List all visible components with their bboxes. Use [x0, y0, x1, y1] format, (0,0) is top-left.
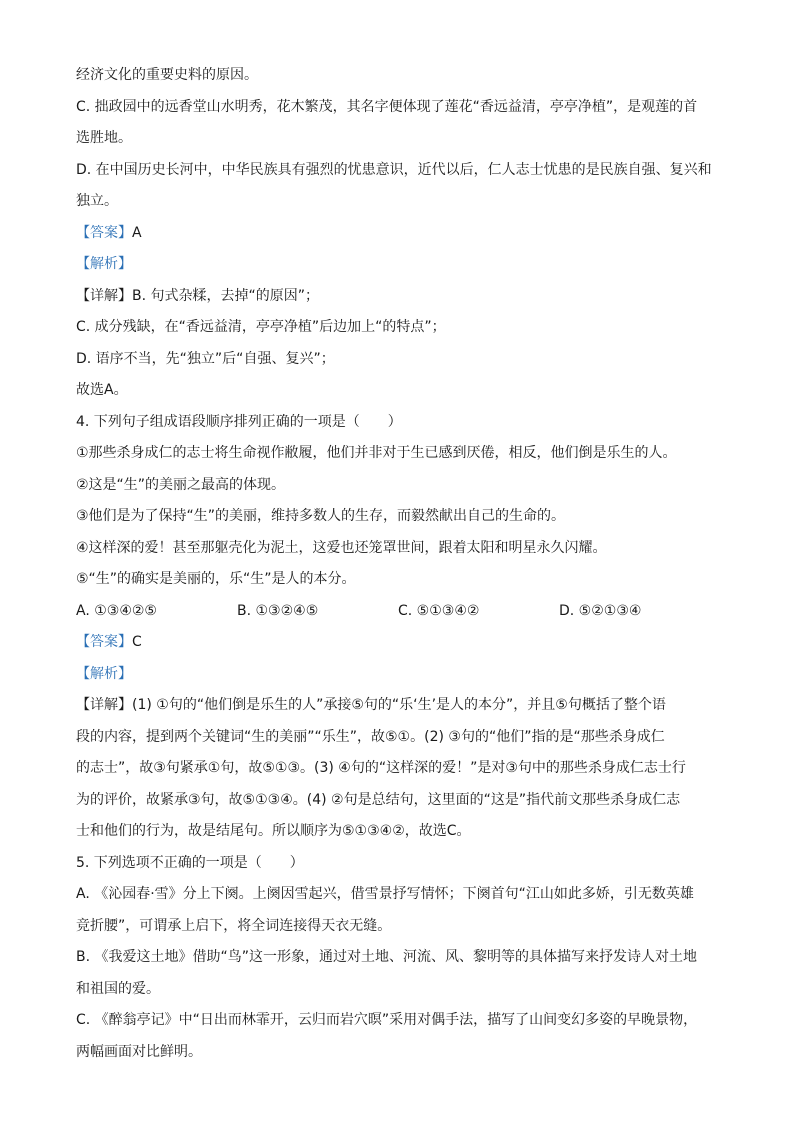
- option-line: A. 《沁园春·雪》分上下阕。上阕因雪起兴，借雪景抒写情怀；下阕首句“江山如此多娇，引无数英雄: [76, 886, 694, 902]
- sentence-line: ④这样深的爱！甚至那躯壳化为泥土，这爱也还笼罩世间，跟着太阳和明星永久闪耀。: [76, 539, 607, 556]
- option-line: 竞折腰”，可谓承上启下，将全词连接得天衣无缝。: [76, 917, 392, 934]
- analysis-tag: 【解析】: [76, 256, 132, 272]
- option-line: B. 《我爱这土地》借助“鸟”这一形象，通过对土地、河流、风、黎明等的具体描写来抒发诗人对土地: [76, 949, 698, 965]
- detail-line: 的志士”，故③句紧承①句，故⑤①③。(3) ④句的“这样深的爱！”是对③句中的那些杀身成仁志士行: [76, 760, 686, 776]
- sentence-line: ③他们是为了保持“生”的美丽，维持多数人的生存，而毅然献出自己的生命的。: [76, 508, 566, 524]
- detail-line: [76, 690, 722, 722]
- detail-line: 故选A。: [76, 382, 128, 398]
- answer-tag: 【答案】: [76, 224, 132, 241]
- answer-tag: 【答案】: [76, 634, 132, 650]
- answer-line: [76, 218, 722, 250]
- detail-line: 为的评价，故紧承③句，故⑤①③④。(4) ②句是总结句，这里面的“这是”指代前文那些杀身成仁志: [76, 791, 681, 808]
- detail-line: D. 语序不当，先“独立”后“自强、复兴”；: [76, 350, 335, 367]
- detail-text: (1) ①句的“他们倒是乐生的人”承接⑤句的“乐‘生’是人的本分”，并且⑤句概括了整个语: [132, 697, 666, 713]
- options-row: [76, 596, 722, 628]
- sentence-line: ②这是“生”的美丽之最高的体现。: [76, 476, 286, 493]
- detail-line: C. 成分残缺，在“香远益清，亭亭净植”后边加上“的特点”；: [76, 319, 446, 335]
- detail-text: B. 句式杂糅，去掉“的原因”；: [132, 287, 320, 304]
- text-line: 选胜地。: [76, 130, 132, 146]
- detail-tag: 【详解】: [76, 287, 132, 304]
- question-stem: 5. 下列选项不正确的一项是（ ）: [76, 854, 304, 871]
- answer-line: [76, 627, 722, 659]
- detail-tag: 【详解】: [76, 697, 132, 713]
- analysis-tag-line: [76, 249, 722, 281]
- option-b: B. ①③②④⑤: [237, 602, 319, 619]
- document-page: [76, 60, 722, 1068]
- detail-line: [76, 281, 722, 313]
- sentence-line: ⑤“生”的确实是美丽的，乐“生”是人的本分。: [76, 571, 356, 587]
- question-stem: 4. 下列句子组成语段顺序排列正确的一项是（ ）: [76, 413, 402, 430]
- analysis-tag: 【解析】: [76, 665, 132, 682]
- option-a: A. ①③④②⑤: [76, 602, 157, 619]
- option-c: C. ⑤①③④②: [398, 602, 480, 619]
- answer-value: C: [132, 634, 142, 650]
- sentence-line: ①那些杀身成仁的志士将生命视作敝履，他们并非对于生已感到厌倦，相反，他们倒是乐生的人。: [76, 445, 677, 461]
- analysis-tag-line: [76, 659, 722, 691]
- option-line: 两幅画面对比鲜明。: [76, 1043, 202, 1060]
- option-line: 和祖国的爱。: [76, 980, 160, 997]
- text-line: 独立。: [76, 193, 118, 209]
- option-d: D. ⑤②①③④: [559, 602, 642, 619]
- option-c-line: C. 拙政园中的远香堂山水明秀，花木繁茂，其名字便体现了莲花“香远益清，亭亭净植”，是观莲的首: [76, 98, 698, 115]
- option-d-line: D. 在中国历史长河中，中华民族具有强烈的忧患意识，近代以后，仁人志士忧患的是民族自强、复兴和: [76, 161, 712, 178]
- answer-value: A: [132, 224, 142, 241]
- detail-line: 士和他们的行为，故是结尾句。所以顺序为⑤①③④②，故选C。: [76, 823, 471, 839]
- text-line: 经济文化的重要史料的原因。: [76, 67, 258, 83]
- detail-line: 段的内容，提到两个关键词“生的美丽”“乐生”，故⑤①。(2) ③句的“他们”指的是“那些杀身成仁: [76, 728, 665, 745]
- option-line: C. 《醉翁亭记》中“日出而林霏开，云归而岩穴暝”采用对偶手法，描写了山间变幻多姿的早晚景物，: [76, 1012, 698, 1028]
